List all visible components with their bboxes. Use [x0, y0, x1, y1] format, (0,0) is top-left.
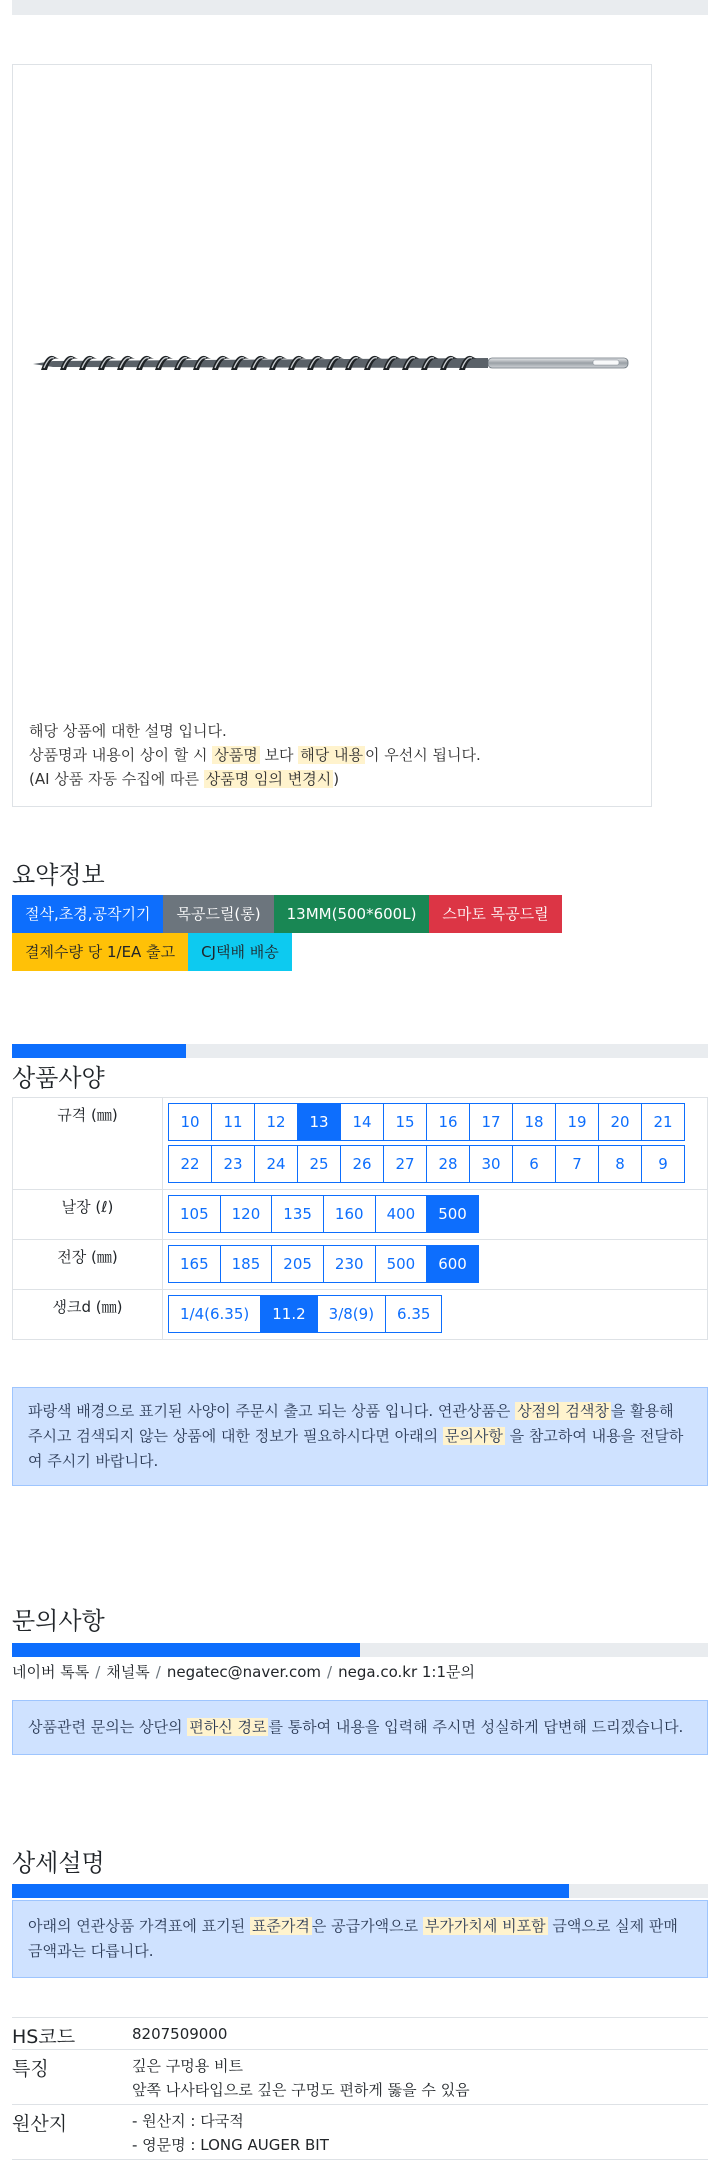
product-notice: [29, 719, 481, 791]
info-value-line: - 영문명 : LONG AUGER BIT: [132, 2136, 329, 2154]
contact-link[interactable]: nega.co.kr 1:1문의: [338, 1663, 475, 1681]
spec-option-button[interactable]: 17: [469, 1103, 513, 1141]
drill-bit-image: [33, 350, 638, 380]
spec-option-button[interactable]: 27: [383, 1145, 427, 1183]
inquiry-title: 문의사항: [12, 1607, 105, 1635]
info-key: HS코드: [12, 2026, 76, 2048]
spec-row: [13, 1290, 708, 1340]
spec-option-button[interactable]: 30: [469, 1145, 513, 1183]
summary-row1-badge-2: 13MM(500*600L): [274, 895, 430, 933]
spec-option-button[interactable]: 205: [271, 1245, 324, 1283]
spec-row: [13, 1098, 708, 1190]
contact-links: [12, 1661, 475, 1682]
spec-option-button[interactable]: 9: [641, 1145, 685, 1183]
info-value-line: 앞쪽 나사타입으로 깊은 구멍도 편하게 뚫을 수 있음: [132, 2081, 470, 2099]
summary-row1-badge-0: 절삭,초경,공작기기: [12, 895, 163, 933]
spec-table: [12, 1097, 708, 1340]
spec-progress: [12, 1044, 708, 1058]
info-value: [132, 2105, 329, 2159]
spec-option-button[interactable]: 120: [220, 1195, 273, 1233]
spec-option-button[interactable]: 19: [555, 1103, 599, 1141]
spec-option-button[interactable]: 14: [340, 1103, 384, 1141]
notice-line-3: (AI 상품 자동 수집에 따른 상품명 임의 변경시 ): [29, 770, 340, 788]
summary-row2-badge-1: CJ택배 배송: [188, 933, 292, 971]
spec-option-button[interactable]: 12: [254, 1103, 298, 1141]
spec-row-label: 전장 (㎜): [13, 1240, 163, 1290]
inquiry-alert: 상품관련 문의는 상단의 편하신 경로 를 통하여 내용을 입력해 주시면 성실하게 답변해 드리겠습니다.: [12, 1700, 708, 1755]
spec-row-label: 생크d (㎜): [13, 1290, 163, 1340]
spec-row-label: 규격 (㎜): [13, 1098, 163, 1190]
summary-badges-row-1: [12, 895, 712, 933]
spec-option-button[interactable]: 18: [512, 1103, 556, 1141]
info-value-line: - 원산지 : 다국적: [132, 2112, 244, 2130]
info-value-line: 8207509000: [132, 2025, 228, 2043]
contact-separator: /: [155, 1663, 161, 1681]
spec-option-button[interactable]: 28: [426, 1145, 470, 1183]
info-row: [12, 2018, 708, 2050]
contact-separator: /: [95, 1663, 101, 1681]
spec-option-button[interactable]: 25: [297, 1145, 341, 1183]
spec-option-button[interactable]: 1/4(6.35): [168, 1295, 261, 1333]
spec-row-options: [163, 1190, 708, 1240]
spec-option-button[interactable]: 21: [641, 1103, 685, 1141]
spec-option-button[interactable]: 3/8(9): [317, 1295, 386, 1333]
spec-alert: 파랑색 배경으로 표기된 사양이 주문시 출고 되는 상품 입니다. 연관상품은 상점의 검색창 을 활용해 주시고 검색되지 않는 상품에 대한 정보가 필요하시다면 아래의 문의사항 을 참고하여 내용을 전달하여 주시기 바랍니다.: [12, 1387, 708, 1486]
contact-link[interactable]: 채널톡: [106, 1663, 150, 1681]
spec-option-button[interactable]: 105: [168, 1195, 221, 1233]
inquiry-progress: [12, 1643, 708, 1657]
info-value: [132, 2018, 227, 2049]
spec-option-button[interactable]: 11: [211, 1103, 255, 1141]
spec-option-button[interactable]: 135: [271, 1195, 324, 1233]
spec-option-button[interactable]: 15: [383, 1103, 427, 1141]
spec-title: 상품사양: [12, 1064, 105, 1092]
spec-option-button[interactable]: 23: [211, 1145, 255, 1183]
spec-row-label: 날장 (ℓ): [13, 1190, 163, 1240]
spec-option-button[interactable]: 24: [254, 1145, 298, 1183]
info-key: 특징: [12, 2058, 49, 2080]
spec-row: [13, 1240, 708, 1290]
info-row: [12, 2050, 708, 2105]
info-key: 원산지: [12, 2113, 68, 2135]
spec-row-options: [163, 1290, 708, 1340]
spec-option-button[interactable]: 20: [598, 1103, 642, 1141]
spec-option-button[interactable]: 230: [323, 1245, 376, 1283]
contact-link[interactable]: 네이버 톡톡: [12, 1663, 90, 1681]
spec-option-button[interactable]: 165: [168, 1245, 221, 1283]
notice-line-1: 해당 상품에 대한 설명 입니다.: [29, 722, 227, 740]
spec-row: [13, 1190, 708, 1240]
spec-option-button[interactable]: 500: [426, 1195, 479, 1233]
spec-option-button[interactable]: 16: [426, 1103, 470, 1141]
spec-option-button[interactable]: 400: [375, 1195, 428, 1233]
summary-badges-row-2: [12, 933, 712, 971]
spec-option-button[interactable]: 6: [512, 1145, 556, 1183]
contact-link[interactable]: negatec@naver.com: [166, 1663, 322, 1681]
spec-option-button[interactable]: 22: [168, 1145, 212, 1183]
notice-line-2: 상품명과 내용이 상이 할 시 상품명 보다 해당 내용 이 우선시 됩니다.: [29, 746, 481, 764]
top-divider-bar: [12, 0, 708, 15]
detail-title: 상세설명: [12, 1849, 105, 1877]
product-image-frame: [12, 64, 652, 807]
spec-row-options: [163, 1240, 708, 1290]
spec-option-button[interactable]: 500: [375, 1245, 428, 1283]
detail-alert: 아래의 연관상품 가격표에 표기된 표준가격 은 공급가액으로 부가가치세 비포함 금액으로 실제 판매금액과는 다릅니다.: [12, 1900, 708, 1978]
spec-option-button[interactable]: 26: [340, 1145, 384, 1183]
spec-option-button[interactable]: 185: [220, 1245, 273, 1283]
spec-option-button[interactable]: 7: [555, 1145, 599, 1183]
spec-option-button[interactable]: 11.2: [260, 1295, 317, 1333]
contact-separator: /: [327, 1663, 333, 1681]
spec-row-options: [163, 1098, 708, 1190]
spec-option-button[interactable]: 8: [598, 1145, 642, 1183]
summary-row1-badge-3: 스마토 목공드릴: [429, 895, 561, 933]
spec-option-button[interactable]: 600: [426, 1245, 479, 1283]
spec-option-button[interactable]: 6.35: [385, 1295, 442, 1333]
summary-row2-badge-0: 결제수량 당 1/EA 출고: [12, 933, 188, 971]
summary-title: 요약정보: [12, 861, 105, 889]
info-value-line: 깊은 구멍용 비트: [132, 2057, 243, 2075]
summary-row1-badge-1: 목공드릴(롱): [163, 895, 273, 933]
spec-option-button[interactable]: 13: [297, 1103, 341, 1141]
spec-option-button[interactable]: 160: [323, 1195, 376, 1233]
spec-option-button[interactable]: 10: [168, 1103, 212, 1141]
product-info-list: [12, 2017, 708, 2160]
detail-progress: [12, 1884, 708, 1898]
info-value: [132, 2050, 470, 2104]
